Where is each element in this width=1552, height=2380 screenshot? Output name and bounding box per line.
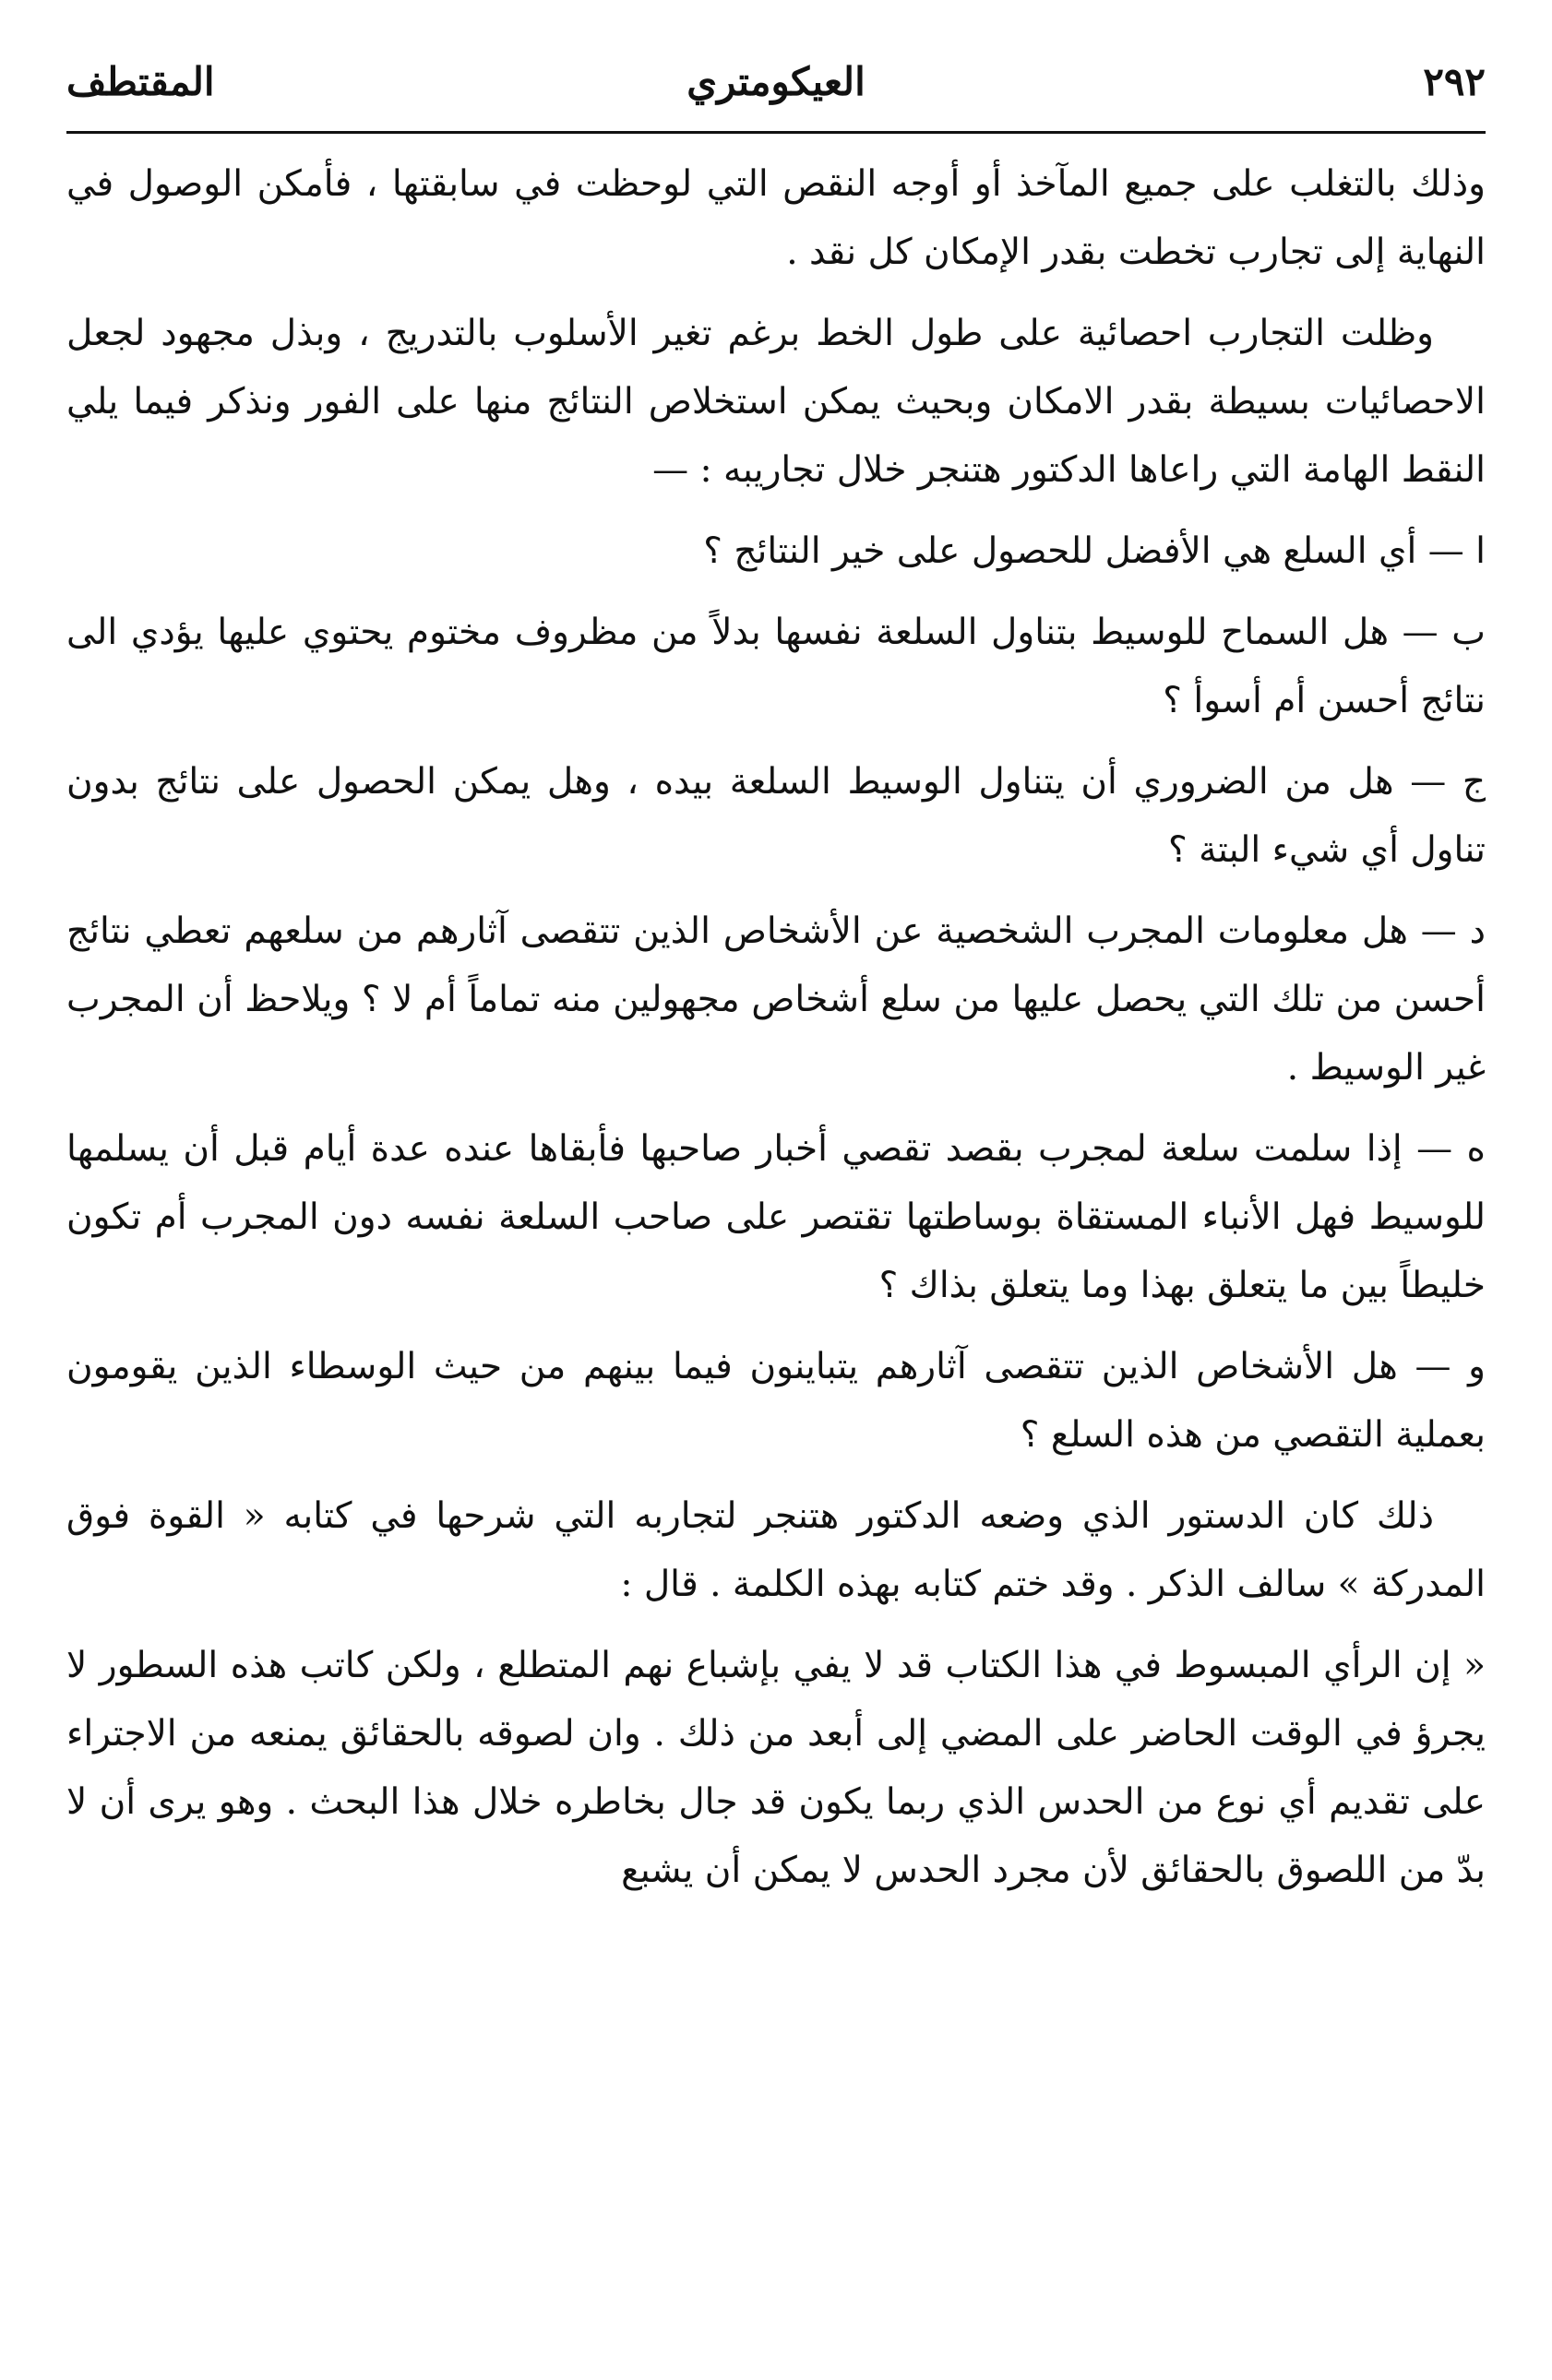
- paragraph-continuation: وذلك بالتغلب على جميع المآخذ أو أوجه النقص التي لوحظت في سابقتها ، فأمكن الوصول في النهاية إلى تجارب تخطت بقدر الإمكان كل نقد .: [66, 163, 1486, 273]
- article-title: العيكومتري: [686, 58, 866, 104]
- question-item-jim: ج — هل من الضروري أن يتناول الوسيط السلعة بيده ، وهل يمكن الحصول على نتائج بدون تناول أي شيء البتة ؟: [66, 761, 1486, 871]
- body-text: [66, 150, 1486, 1905]
- quoted-paragraph: « إن الرأي المبسوط في هذا الكتاب قد لا يفي بإشباع نهم المتطلع ، ولكن كاتب هذه السطور لا يجرؤ في الوقت الحاضر على المضي إلى أبعد من ذلك . وان لصوقه بالحقائق يمنعه من الاجتراء على تقديم أي نوع من الحدس الذي ربما يكون قد جال بخاطره خلال هذا البحث . وهو يرى أن لا بدّ من اللصوق بالحقائق لأن مجرد الحدس لا يمكن أن يشبع: [66, 1645, 1486, 1891]
- journal-name: المقتطف: [66, 58, 215, 104]
- question-item-ha: ه — إذا سلمت سلعة لمجرب بقصد تقصي أخبار صاحبها فأبقاها عنده عدة أيام قبل أن يسلمها للوسيط فهل الأنباء المستقاة بوساطتها تقتصر على صاحب السلعة نفسه دون المجرب أم تكون خليطاً بين ما يتعلق بهذا وما يتعلق بذاك ؟: [66, 1128, 1486, 1306]
- question-item-ba: ب — هل السماح للوسيط بتناول السلعة نفسها بدلاً من مظروف مختوم يحتوي عليها يؤدي الى نتائج أحسن أم أسوأ ؟: [66, 612, 1486, 721]
- page-number: ٢٩٢: [1423, 58, 1486, 104]
- page-header: [66, 37, 1486, 125]
- document-page: [66, 37, 1486, 2343]
- question-item-alif: ا — أي السلع هي الأفضل للحصول على خير النتائج ؟: [703, 530, 1486, 572]
- header-rule: [66, 131, 1486, 134]
- paragraph-intro: وظلت التجارب احصائية على طول الخط برغم تغير الأسلوب بالتدريج ، وبذل مجهود لجعل الاحصائيات بسيطة بقدر الامكان وبحيث يمكن استخلاص النتائج منها على الفور ونذكر فيما يلي النقط الهامة التي راعاها الدكتور هتنجر خلال تجاريبه : —: [66, 313, 1486, 491]
- paragraph-conclusion: ذلك كان الدستور الذي وضعه الدكتور هتنجر لتجاربه التي شرحها في كتابه « القوة فوق المدركة » سالف الذكر . وقد ختم كتابه بهذه الكلمة . قال :: [66, 1495, 1486, 1605]
- question-item-dal: د — هل معلومات المجرب الشخصية عن الأشخاص الذين تتقصى آثارهم من سلعهم تعطي نتائج أحسن من تلك التي يحصل عليها من سلع أشخاص مجهولين منه تماماً أم لا ؟ ويلاحظ أن المجرب غير الوسيط .: [66, 910, 1486, 1089]
- question-item-waw: و — هل الأشخاص الذين تتقصى آثارهم يتباينون فيما بينهم من حيث الوسطاء الذين يقومون بعملية التقصي من هذه السلع ؟: [66, 1346, 1486, 1456]
